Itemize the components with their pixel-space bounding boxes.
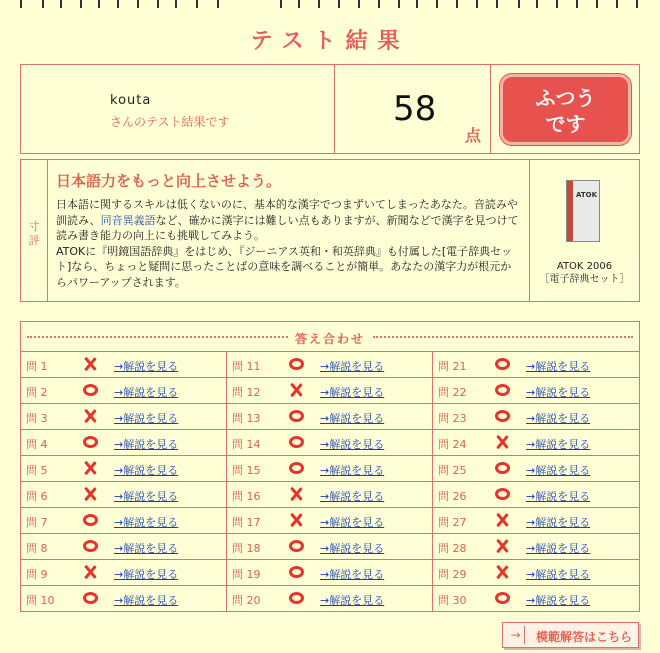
correct-circle-icon xyxy=(495,462,510,474)
model-answer-label: 模範解答はこちら xyxy=(536,630,633,644)
ruler-tick xyxy=(496,0,498,8)
answer-cell xyxy=(433,560,639,585)
ruler-tick xyxy=(137,0,139,8)
answer-cell xyxy=(21,508,227,533)
product-box-label: ATOK xyxy=(576,191,598,199)
question-number: 問 13 xyxy=(232,412,261,425)
correct-circle-icon xyxy=(289,592,304,604)
view-explanation-link[interactable]: →解説を見る xyxy=(114,516,179,529)
ruler-tick xyxy=(117,0,119,8)
question-number: 問 23 xyxy=(438,412,467,425)
user-result-caption: さんのテスト結果です xyxy=(110,115,230,129)
incorrect-cross-icon xyxy=(83,565,97,579)
answer-cell xyxy=(433,430,639,455)
answer-cell xyxy=(433,508,639,533)
view-explanation-link[interactable]: →解説を見る xyxy=(320,438,385,451)
correct-circle-icon xyxy=(83,592,98,604)
ruler-tick xyxy=(42,0,44,8)
answer-cell xyxy=(227,352,433,377)
correct-circle-icon xyxy=(289,462,304,474)
ruler-tick xyxy=(536,0,538,8)
answer-row xyxy=(21,456,639,482)
view-explanation-link[interactable]: →解説を見る xyxy=(526,386,591,399)
ruler-tick xyxy=(576,0,578,8)
view-explanation-link[interactable]: →解説を見る xyxy=(320,464,385,477)
question-number: 問 3 xyxy=(26,412,48,425)
ruler-tick xyxy=(217,0,219,8)
evaluation-text-part-3: ATOKに『明鏡国語辞典』をはじめ、『ジーニアス英和・和英辞典』も付属した[電子辞典セット]なら、ちょっと疑問に思ったことばの意味を調べることが簡単。あなたの漢字力が根元からパワーアップされます。 xyxy=(56,244,513,289)
ruler-tick xyxy=(175,0,177,8)
answer-cell xyxy=(21,560,227,585)
homonym-link[interactable]: 同音異義語 xyxy=(100,213,156,227)
incorrect-cross-icon xyxy=(495,539,509,553)
view-explanation-link[interactable]: →解説を見る xyxy=(114,594,179,607)
arrow-right-icon: → xyxy=(507,626,525,644)
answer-cell xyxy=(227,404,433,429)
question-number: 問 16 xyxy=(232,490,261,503)
view-explanation-link[interactable]: →解説を見る xyxy=(526,438,591,451)
question-number: 問 4 xyxy=(26,438,48,451)
question-number: 問 21 xyxy=(438,360,467,373)
correct-circle-icon xyxy=(83,514,98,526)
incorrect-cross-icon xyxy=(289,383,303,397)
evaluation-text-part-1: 日本語に関するスキルは低くないのに、基本的な漢字でつまずいてしまったあなた。音読みや訓読み、 xyxy=(56,198,518,227)
question-number: 問 30 xyxy=(438,594,467,607)
view-explanation-link[interactable]: →解説を見る xyxy=(114,464,179,477)
view-explanation-link[interactable]: →解説を見る xyxy=(320,386,385,399)
question-number: 問 5 xyxy=(26,464,48,477)
evaluation-headline: 日本語力をもっと向上させよう。 xyxy=(56,172,282,190)
question-number: 問 20 xyxy=(232,594,261,607)
ruler-tick xyxy=(80,0,82,8)
username: kouta xyxy=(110,93,152,108)
question-number: 問 6 xyxy=(26,490,48,503)
answer-cell xyxy=(21,378,227,403)
view-explanation-link[interactable]: →解説を見る xyxy=(114,438,179,451)
question-number: 問 25 xyxy=(438,464,467,477)
question-number: 問 24 xyxy=(438,438,467,451)
question-number: 問 14 xyxy=(232,438,261,451)
view-explanation-link[interactable]: →解説を見る xyxy=(320,412,385,425)
user-cell xyxy=(21,65,335,153)
ruler-tick xyxy=(20,0,22,8)
answer-cell xyxy=(227,430,433,455)
ruler-tick xyxy=(358,0,360,8)
evaluation-side-label xyxy=(21,160,48,301)
evaluation-body xyxy=(48,160,530,301)
question-number: 問 15 xyxy=(232,464,261,477)
incorrect-cross-icon xyxy=(495,435,509,449)
answer-cell xyxy=(227,508,433,533)
score-unit: 点 xyxy=(465,126,482,145)
view-explanation-link[interactable]: →解説を見る xyxy=(526,490,591,503)
view-explanation-link[interactable]: →解説を見る xyxy=(320,594,385,607)
ruler-tick xyxy=(518,0,520,8)
view-explanation-link[interactable]: →解説を見る xyxy=(320,542,385,555)
view-explanation-link[interactable]: →解説を見る xyxy=(320,490,385,503)
score-panel xyxy=(20,64,640,154)
correct-circle-icon xyxy=(289,436,304,448)
answer-cell xyxy=(21,586,227,611)
correct-circle-icon xyxy=(495,410,510,422)
question-number: 問 10 xyxy=(26,594,55,607)
answer-cell xyxy=(433,378,639,403)
view-explanation-link[interactable]: →解説を見る xyxy=(320,360,385,373)
question-number: 問 19 xyxy=(232,568,261,581)
view-explanation-link[interactable]: →解説を見る xyxy=(526,568,591,581)
correct-circle-icon xyxy=(83,540,98,552)
correct-circle-icon xyxy=(495,358,510,370)
answer-cell xyxy=(227,482,433,507)
evaluation-text xyxy=(56,197,521,290)
incorrect-cross-icon xyxy=(495,565,509,579)
grade-stamp xyxy=(500,74,631,145)
view-explanation-link[interactable]: →解説を見る xyxy=(114,568,179,581)
answer-cell xyxy=(433,534,639,559)
ruler-tick xyxy=(98,0,100,8)
incorrect-cross-icon xyxy=(289,513,303,527)
incorrect-cross-icon xyxy=(83,487,97,501)
answer-row xyxy=(21,352,639,378)
correct-circle-icon xyxy=(289,566,304,578)
answer-row xyxy=(21,508,639,534)
ruler-tick xyxy=(318,0,320,8)
ruler-tick xyxy=(280,0,282,8)
incorrect-cross-icon xyxy=(83,409,97,423)
answer-cell xyxy=(433,586,639,611)
answer-cell xyxy=(433,404,639,429)
answer-cell xyxy=(227,456,433,481)
view-explanation-link[interactable]: →解説を見る xyxy=(526,542,591,555)
answer-cell xyxy=(433,482,639,507)
question-number: 問 1 xyxy=(26,360,48,373)
question-number: 問 17 xyxy=(232,516,261,529)
incorrect-cross-icon xyxy=(289,487,303,501)
product-name xyxy=(530,260,639,286)
answers-grid xyxy=(21,351,639,612)
ruler-tick xyxy=(636,0,638,8)
answer-cell xyxy=(21,534,227,559)
ruler-tick xyxy=(416,0,418,8)
view-explanation-link[interactable]: →解説を見る xyxy=(114,490,179,503)
ruler-tick xyxy=(596,0,598,8)
answers-panel xyxy=(20,321,640,612)
answer-cell xyxy=(21,352,227,377)
side-label-char-2: 評 xyxy=(28,234,40,247)
question-number: 問 22 xyxy=(438,386,467,399)
ruler-tick xyxy=(60,0,62,8)
view-explanation-link[interactable]: →解説を見る xyxy=(526,516,591,529)
answer-row xyxy=(21,534,639,560)
model-answer-button[interactable] xyxy=(502,622,639,648)
question-number: 問 18 xyxy=(232,542,261,555)
ruler-tick xyxy=(436,0,438,8)
correct-circle-icon xyxy=(495,384,510,396)
view-explanation-link[interactable]: →解説を見る xyxy=(320,568,385,581)
ruler-tick xyxy=(378,0,380,8)
incorrect-cross-icon xyxy=(495,513,509,527)
question-number: 問 28 xyxy=(438,542,467,555)
score-value: 58 xyxy=(393,89,437,129)
ruler-tick xyxy=(476,0,478,8)
product-name-line-2: ［電子辞典セット］ xyxy=(539,274,630,285)
header-dotted-line-left xyxy=(27,336,291,338)
answer-cell xyxy=(21,430,227,455)
answer-row xyxy=(21,430,639,456)
evaluation-text-part-2: など、確かに漢字には難しい点もありますが、新聞などで漢字を見つけて読み書き能力の向上にも挑戦してみよう。 xyxy=(56,213,519,242)
incorrect-cross-icon xyxy=(83,461,97,475)
question-number: 問 27 xyxy=(438,516,467,529)
answer-row xyxy=(21,378,639,404)
product-box-image[interactable] xyxy=(566,180,600,242)
question-number: 問 12 xyxy=(232,386,261,399)
ruler-tick xyxy=(456,0,458,8)
incorrect-cross-icon xyxy=(83,357,97,371)
ruler-tick xyxy=(298,0,300,8)
question-number: 問 11 xyxy=(232,360,261,373)
correct-circle-icon xyxy=(83,384,98,396)
product-name-line-1: ATOK 2006 xyxy=(556,261,613,272)
answer-cell xyxy=(227,586,433,611)
correct-circle-icon xyxy=(495,592,510,604)
correct-circle-icon xyxy=(83,436,98,448)
ruler-tick xyxy=(157,0,159,8)
grade-line-2: です xyxy=(545,112,586,136)
view-explanation-link[interactable]: →解説を見る xyxy=(526,412,591,425)
answer-cell xyxy=(227,534,433,559)
correct-circle-icon xyxy=(289,540,304,552)
side-label-char-1: 寸 xyxy=(28,220,40,233)
question-number: 問 26 xyxy=(438,490,467,503)
answer-cell xyxy=(21,404,227,429)
product-promo[interactable] xyxy=(530,160,639,301)
answer-row xyxy=(21,586,639,612)
score-cell xyxy=(335,65,491,153)
view-explanation-link[interactable]: →解説を見る xyxy=(114,386,179,399)
answer-cell xyxy=(433,456,639,481)
answer-cell xyxy=(21,482,227,507)
view-explanation-link[interactable]: →解説を見る xyxy=(114,360,179,373)
correct-circle-icon xyxy=(289,410,304,422)
question-number: 問 9 xyxy=(26,568,48,581)
view-explanation-link[interactable]: →解説を見る xyxy=(114,412,179,425)
ruler-tick xyxy=(338,0,340,8)
question-number: 問 29 xyxy=(438,568,467,581)
view-explanation-link[interactable]: →解説を見る xyxy=(114,542,179,555)
question-number: 問 2 xyxy=(26,386,48,399)
view-explanation-link[interactable]: →解説を見る xyxy=(526,594,591,607)
answer-cell xyxy=(433,352,639,377)
answers-header-label: 答え合わせ xyxy=(289,332,371,346)
view-explanation-link[interactable]: →解説を見る xyxy=(526,360,591,373)
answer-cell xyxy=(227,378,433,403)
ruler-tick xyxy=(556,0,558,8)
answer-row xyxy=(21,482,639,508)
header-dotted-line-right xyxy=(373,336,633,338)
ruler-tick xyxy=(196,0,198,8)
question-number: 問 7 xyxy=(26,516,48,529)
correct-circle-icon xyxy=(289,358,304,370)
answer-row xyxy=(21,404,639,430)
view-explanation-link[interactable]: →解説を見る xyxy=(526,464,591,477)
ruler-tick xyxy=(616,0,618,8)
answers-header xyxy=(21,322,639,351)
grade-cell xyxy=(491,65,639,153)
answer-cell xyxy=(21,456,227,481)
answer-row xyxy=(21,560,639,586)
answer-cell xyxy=(227,560,433,585)
grade-line-1: ふつう xyxy=(535,86,596,110)
top-ruler-decoration xyxy=(0,0,660,10)
page-title: テスト結果 xyxy=(250,29,410,54)
correct-circle-icon xyxy=(495,488,510,500)
ruler-tick xyxy=(398,0,400,8)
evaluation-panel xyxy=(20,159,640,302)
question-number: 問 8 xyxy=(26,542,48,555)
view-explanation-link[interactable]: →解説を見る xyxy=(320,516,385,529)
